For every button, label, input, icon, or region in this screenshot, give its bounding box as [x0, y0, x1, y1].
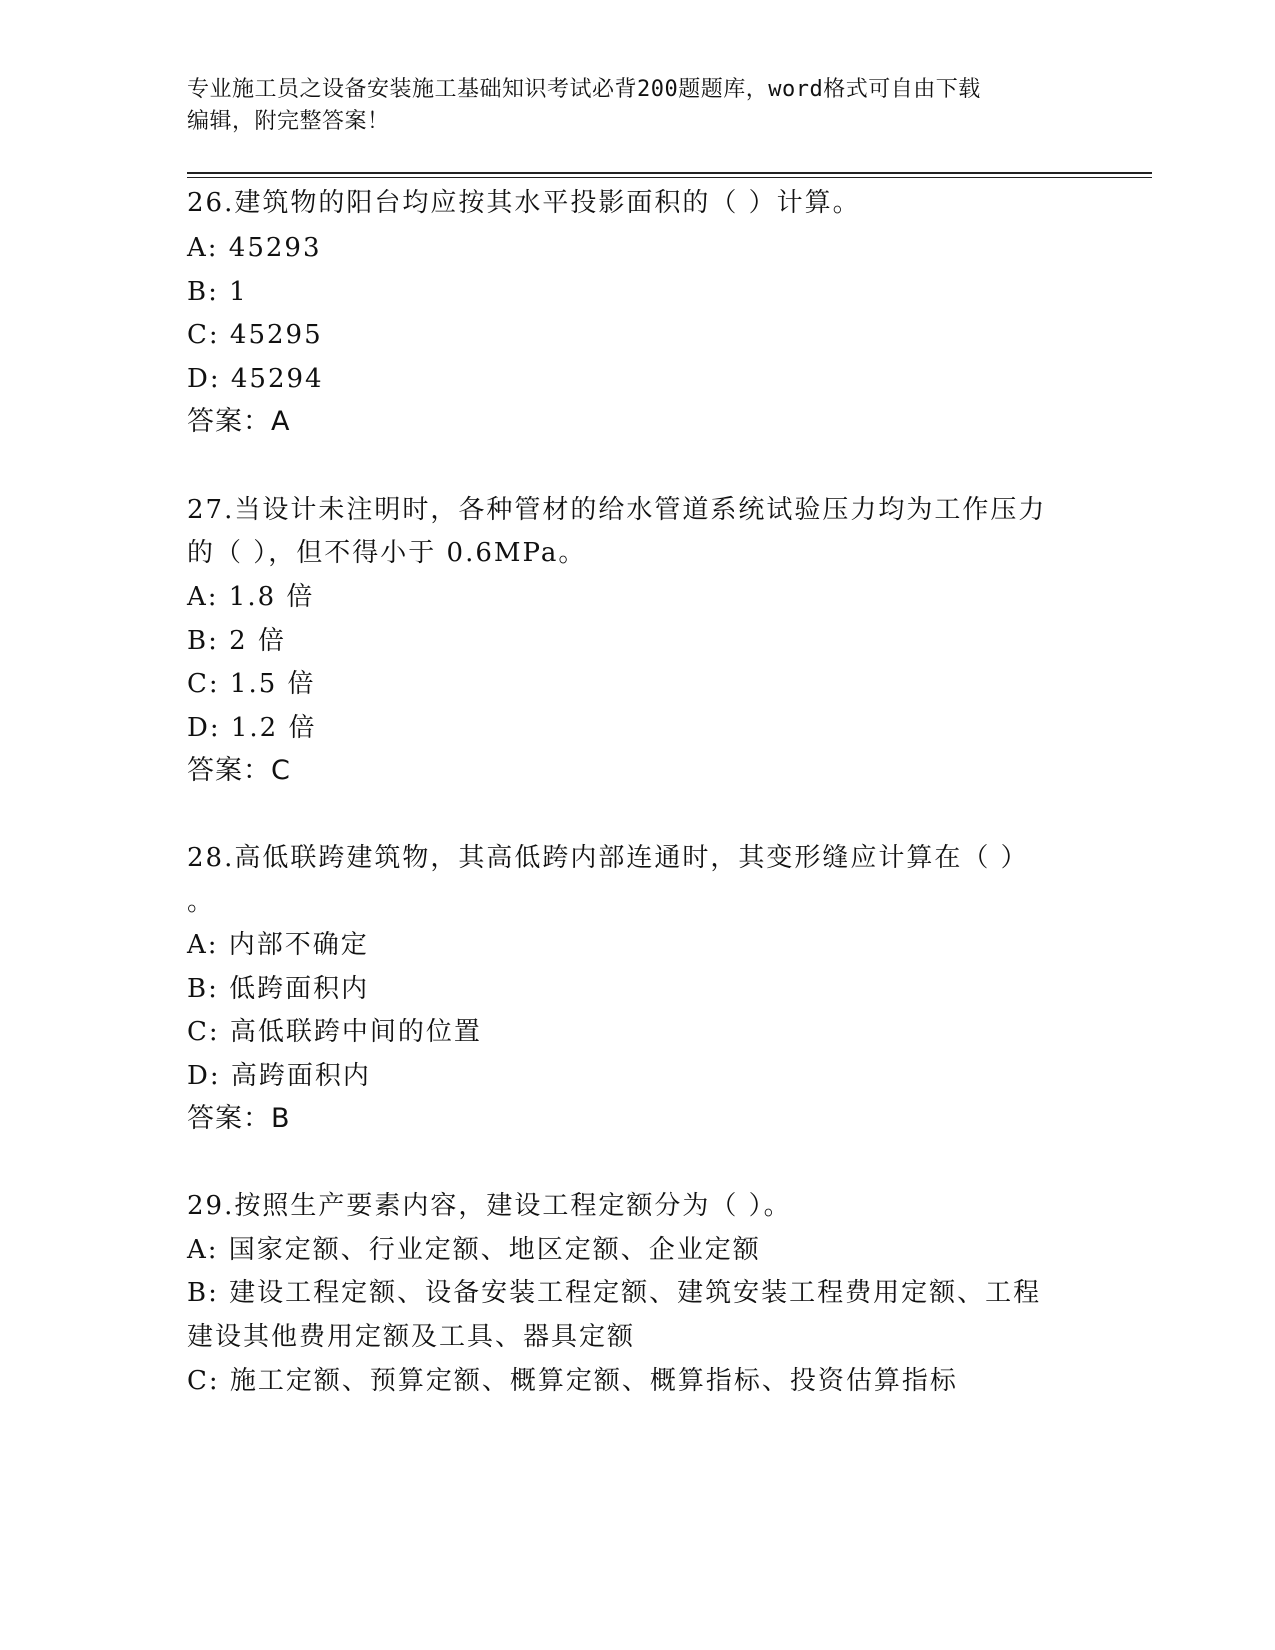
- question-28-answer: 答案：B: [187, 1103, 291, 1134]
- question-28-stem-line-2: 。: [187, 887, 216, 917]
- question-28-option-a: A: 内部不确定: [187, 930, 369, 960]
- question-27-option-a: A: 1.8 倍: [187, 582, 315, 612]
- question-29-option-a: A: 国家定额、行业定额、地区定额、企业定额: [187, 1235, 761, 1265]
- question-28-stem-line-1: 28.高低联跨建筑物，其高低跨内部连通时，其变形缝应计算在（ ）: [187, 843, 1029, 873]
- question-26-option-a: A: 45293: [187, 233, 322, 263]
- question-26-stem: 26.建筑物的阳台均应按其水平投影面积的（ ）计算。: [187, 188, 861, 218]
- question-27-stem-line-2: 的（ ），但不得小于 0.6MPa。: [187, 538, 587, 568]
- question-29-option-b-line-1: B: 建设工程定额、设备安装工程定额、建筑安装工程费用定额、工程: [187, 1278, 1042, 1308]
- question-26-option-b: B: 1: [187, 277, 248, 307]
- question-29-stem: 29.按照生产要素内容，建设工程定额分为（ ）。: [187, 1191, 792, 1221]
- question-28-option-c: C: 高低联跨中间的位置: [187, 1017, 482, 1047]
- question-29-option-c: C: 施工定额、预算定额、概算定额、概算指标、投资估算指标: [187, 1366, 958, 1396]
- question-26-option-d: D: 45294: [187, 364, 324, 394]
- header-line-1: 专业施工员之设备安装施工基础知识考试必背200题题库，word格式可自由下载: [187, 77, 981, 102]
- question-27-answer: 答案：C: [187, 755, 291, 786]
- question-26-option-c: C: 45295: [187, 320, 323, 350]
- question-28-option-d: D: 高跨面积内: [187, 1061, 371, 1091]
- question-27-option-c: C: 1.5 倍: [187, 669, 316, 699]
- document-header: [187, 74, 1077, 138]
- question-27-option-b: B: 2 倍: [187, 626, 286, 656]
- question-26-answer: 答案：A: [187, 406, 291, 437]
- question-27-stem-line-1: 27.当设计未注明时，各种管材的给水管道系统试验压力均为工作压力: [187, 495, 1047, 525]
- header-rule-top: [187, 172, 1152, 174]
- header-line-2: 编辑，附完整答案！: [187, 109, 390, 134]
- question-27-option-d: D: 1.2 倍: [187, 713, 317, 743]
- header-rule-bottom: [187, 177, 1152, 178]
- question-29-option-b-line-2: 建设其他费用定额及工具、器具定额: [187, 1322, 636, 1352]
- question-28-option-b: B: 低跨面积内: [187, 974, 370, 1004]
